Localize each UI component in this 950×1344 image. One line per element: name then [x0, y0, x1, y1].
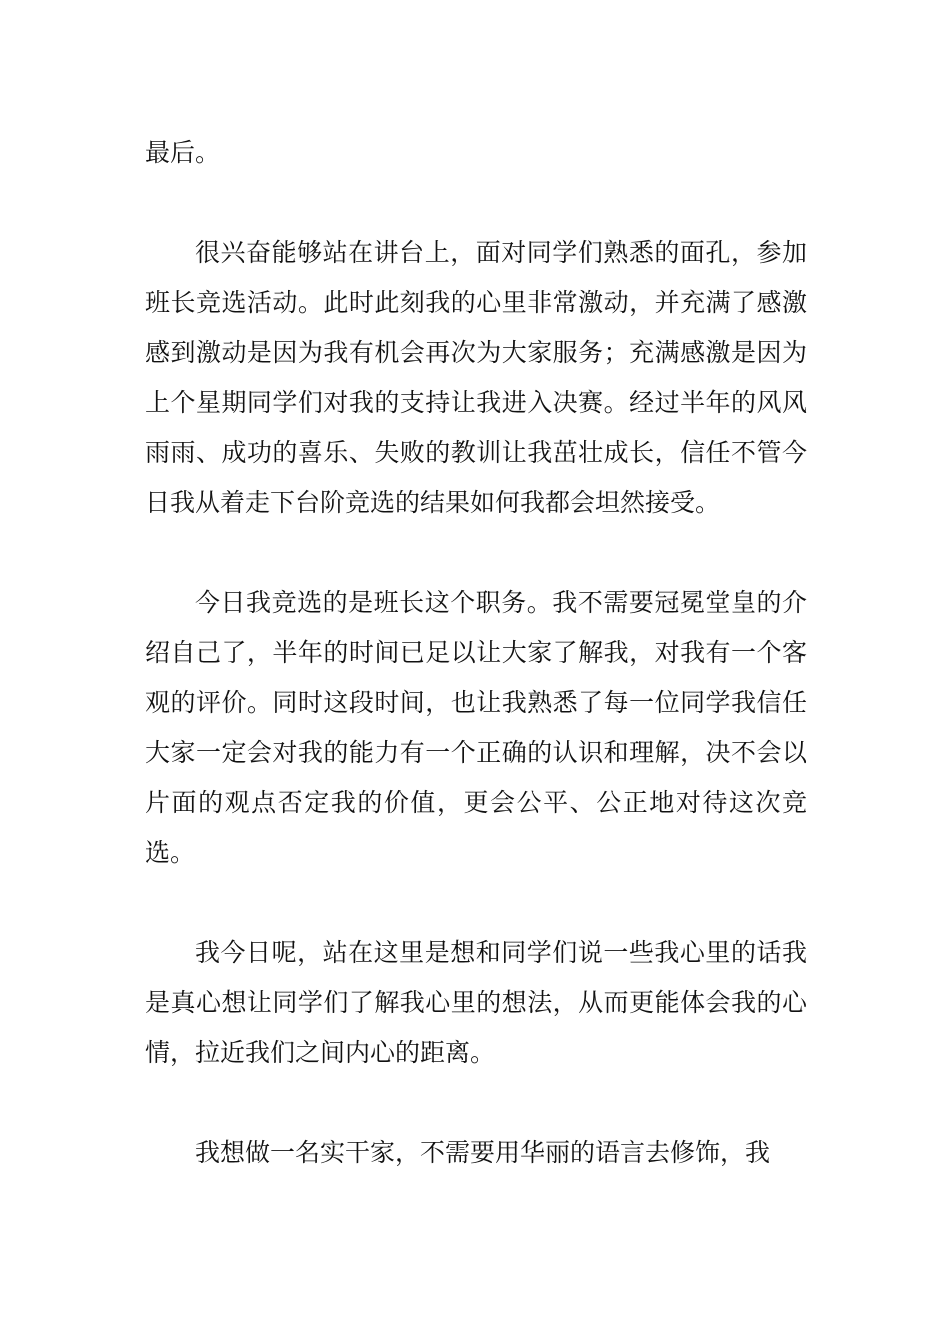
paragraph-5: 我想做一名实干家，不需要用华丽的语言去修饰，我: [195, 1138, 771, 1167]
paragraph-3: 今日我竞选的是班长这个职务。我不需要冠冕堂皇的介绍自己了，半年的时间已足以让大家了解我，对我有一个客观的评价。同时这段时间，也让我熟悉了每一位同学我信任大家一定会对我的能力有一个正确的认识和理解，决不会以片面的观点否定我的价值，更会公平、公正地对待这次竞选。: [145, 588, 807, 867]
paragraph-2: 很兴奋能够站在讲台上，面对同学们熟悉的面孔，参加班长竞选活动。此时此刻我的心里非常激动，并充满了感激感到激动是因为我有机会再次为大家服务；充满感激是因为上个星期同学们对我的支持让我进入决赛。经过半年的风风雨雨、成功的喜乐、失败的教训让我茁壮成长，信任不管今日我从着走下台阶竞选的结果如何我都会坦然接受。: [145, 238, 807, 517]
document-body: [145, 128, 807, 1228]
paragraph-1: 最后。: [145, 138, 221, 167]
paragraph-4: 我今日呢，站在这里是想和同学们说一些我心里的话我是真心想让同学们了解我心里的想法，从而更能体会我的心情，拉近我们之间内心的距离。: [145, 938, 807, 1067]
